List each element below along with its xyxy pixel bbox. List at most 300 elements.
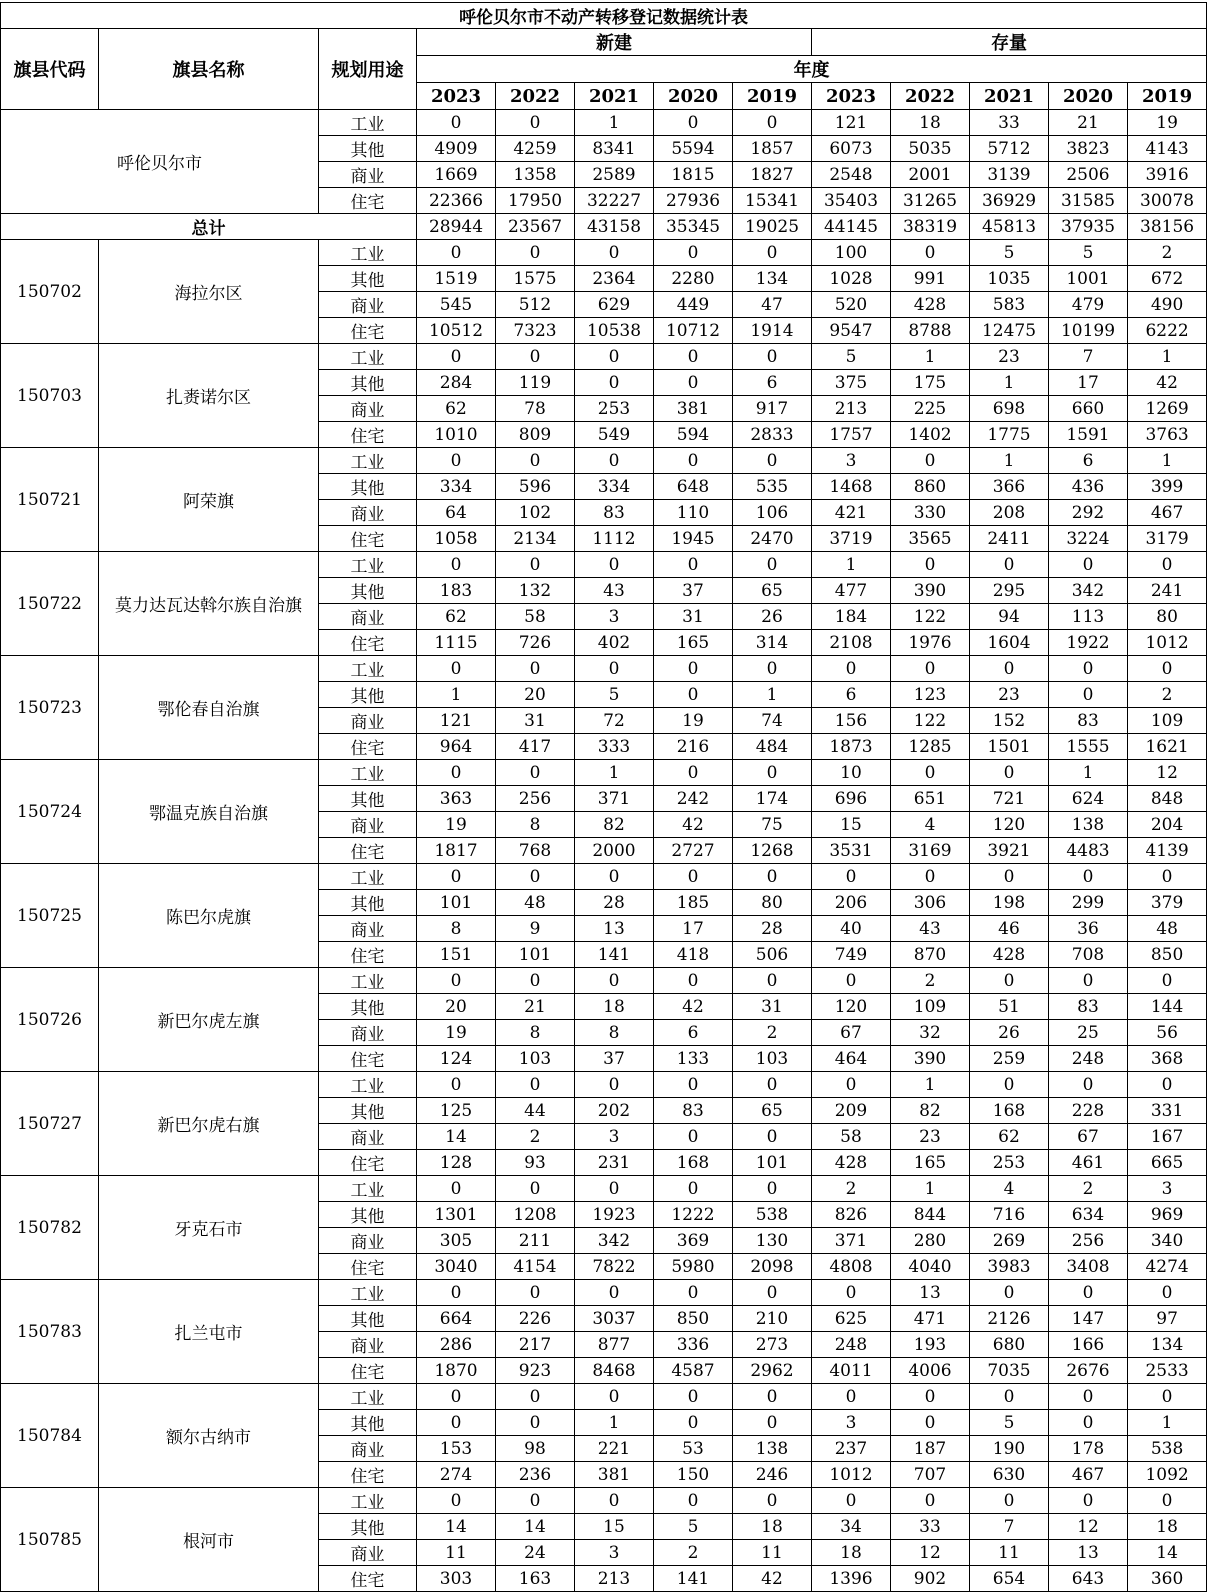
district-name-cell: 鄂温克族自治旗 xyxy=(99,760,319,864)
value-cell: 902 xyxy=(891,1566,970,1592)
use-cell: 工业 xyxy=(319,448,417,474)
value-cell: 844 xyxy=(891,1202,970,1228)
value-cell: 5 xyxy=(575,682,654,708)
value-cell: 83 xyxy=(575,500,654,526)
value-cell: 0 xyxy=(496,240,575,266)
value-cell: 23 xyxy=(970,344,1049,370)
value-cell: 1922 xyxy=(1049,630,1128,656)
district-code-cell: 150724 xyxy=(1,760,99,864)
value-cell: 1914 xyxy=(733,318,812,344)
use-cell: 工业 xyxy=(319,1176,417,1202)
value-cell: 10 xyxy=(812,760,891,786)
value-cell: 1285 xyxy=(891,734,970,760)
value-cell: 231 xyxy=(575,1150,654,1176)
value-cell: 1 xyxy=(812,552,891,578)
value-cell: 0 xyxy=(496,864,575,890)
value-cell: 3 xyxy=(575,604,654,630)
value-cell: 0 xyxy=(575,370,654,396)
value-cell: 0 xyxy=(654,1124,733,1150)
value-cell: 28 xyxy=(575,890,654,916)
value-cell: 467 xyxy=(1049,1462,1128,1488)
value-cell: 43 xyxy=(891,916,970,942)
value-cell: 0 xyxy=(654,968,733,994)
use-cell: 其他 xyxy=(319,1202,417,1228)
value-cell: 379 xyxy=(1128,890,1207,916)
value-cell: 0 xyxy=(496,1176,575,1202)
value-cell: 672 xyxy=(1128,266,1207,292)
use-cell: 商业 xyxy=(319,396,417,422)
value-cell: 1001 xyxy=(1049,266,1128,292)
value-cell: 256 xyxy=(496,786,575,812)
value-cell: 0 xyxy=(654,552,733,578)
value-cell: 4483 xyxy=(1049,838,1128,864)
value-cell: 2280 xyxy=(654,266,733,292)
value-cell: 58 xyxy=(496,604,575,630)
value-cell: 0 xyxy=(496,552,575,578)
value-cell: 43158 xyxy=(575,214,654,240)
value-cell: 241 xyxy=(1128,578,1207,604)
value-cell: 1301 xyxy=(417,1202,496,1228)
value-cell: 375 xyxy=(812,370,891,396)
value-cell: 8 xyxy=(496,1020,575,1046)
value-cell: 0 xyxy=(891,656,970,682)
value-cell: 0 xyxy=(1049,552,1128,578)
value-cell: 0 xyxy=(417,240,496,266)
district-code-cell: 150703 xyxy=(1,344,99,448)
value-cell: 168 xyxy=(970,1098,1049,1124)
value-cell: 0 xyxy=(812,656,891,682)
value-cell: 18 xyxy=(733,1514,812,1540)
district-row xyxy=(1,968,1207,994)
value-cell: 2000 xyxy=(575,838,654,864)
value-cell: 0 xyxy=(812,1280,891,1306)
value-cell: 0 xyxy=(812,1488,891,1514)
value-cell: 0 xyxy=(417,760,496,786)
value-cell: 1923 xyxy=(575,1202,654,1228)
value-cell: 1468 xyxy=(812,474,891,500)
value-cell: 2 xyxy=(1049,1176,1128,1202)
value-cell: 259 xyxy=(970,1046,1049,1072)
value-cell: 1817 xyxy=(417,838,496,864)
value-cell: 208 xyxy=(970,500,1049,526)
use-cell: 商业 xyxy=(319,292,417,318)
district-row xyxy=(1,1280,1207,1306)
value-cell: 284 xyxy=(417,370,496,396)
value-cell: 23567 xyxy=(496,214,575,240)
value-cell: 210 xyxy=(733,1306,812,1332)
value-cell: 2676 xyxy=(1049,1358,1128,1384)
use-cell: 住宅 xyxy=(319,422,417,448)
value-cell: 6222 xyxy=(1128,318,1207,344)
use-cell: 工业 xyxy=(319,1072,417,1098)
value-cell: 3 xyxy=(812,1410,891,1436)
value-cell: 512 xyxy=(496,292,575,318)
district-name-cell: 根河市 xyxy=(99,1488,319,1592)
value-cell: 0 xyxy=(654,760,733,786)
value-cell: 3565 xyxy=(891,526,970,552)
value-cell: 12 xyxy=(891,1540,970,1566)
value-cell: 1519 xyxy=(417,266,496,292)
value-cell: 0 xyxy=(654,1384,733,1410)
value-cell: 33 xyxy=(970,110,1049,136)
value-cell: 20 xyxy=(496,682,575,708)
value-cell: 65 xyxy=(733,578,812,604)
value-cell: 0 xyxy=(1049,864,1128,890)
use-cell: 商业 xyxy=(319,1124,417,1150)
value-cell: 0 xyxy=(654,1176,733,1202)
value-cell: 253 xyxy=(575,396,654,422)
table-title: 呼伦贝尔市不动产转移登记数据统计表 xyxy=(1,3,1207,29)
value-cell: 8788 xyxy=(891,318,970,344)
value-cell: 1 xyxy=(575,760,654,786)
value-cell: 651 xyxy=(891,786,970,812)
table-header xyxy=(1,3,1207,110)
value-cell: 436 xyxy=(1049,474,1128,500)
value-cell: 94 xyxy=(970,604,1049,630)
value-cell: 0 xyxy=(496,1488,575,1514)
use-cell: 其他 xyxy=(319,786,417,812)
value-cell: 0 xyxy=(575,1280,654,1306)
value-cell: 549 xyxy=(575,422,654,448)
use-cell: 其他 xyxy=(319,1306,417,1332)
value-cell: 10538 xyxy=(575,318,654,344)
value-cell: 7035 xyxy=(970,1358,1049,1384)
value-cell: 152 xyxy=(970,708,1049,734)
value-cell: 3 xyxy=(575,1540,654,1566)
use-cell: 其他 xyxy=(319,1514,417,1540)
district-code-cell: 150722 xyxy=(1,552,99,656)
value-cell: 366 xyxy=(970,474,1049,500)
value-cell: 23 xyxy=(891,1124,970,1150)
value-cell: 19 xyxy=(417,1020,496,1046)
use-cell: 工业 xyxy=(319,656,417,682)
value-cell: 6073 xyxy=(812,136,891,162)
value-cell: 0 xyxy=(970,656,1049,682)
value-cell: 13 xyxy=(1049,1540,1128,1566)
value-cell: 20 xyxy=(417,994,496,1020)
value-cell: 101 xyxy=(733,1150,812,1176)
value-cell: 0 xyxy=(417,552,496,578)
value-cell: 35345 xyxy=(654,214,733,240)
value-cell: 5035 xyxy=(891,136,970,162)
value-cell: 0 xyxy=(417,1280,496,1306)
value-cell: 336 xyxy=(654,1332,733,1358)
value-cell: 0 xyxy=(1128,864,1207,890)
value-cell: 221 xyxy=(575,1436,654,1462)
value-cell: 2727 xyxy=(654,838,733,864)
value-cell: 28944 xyxy=(417,214,496,240)
value-cell: 0 xyxy=(812,968,891,994)
use-cell: 住宅 xyxy=(319,1150,417,1176)
value-cell: 46 xyxy=(970,916,1049,942)
value-cell: 4 xyxy=(891,812,970,838)
value-cell: 0 xyxy=(733,1410,812,1436)
value-cell: 698 xyxy=(970,396,1049,422)
value-cell: 58 xyxy=(812,1124,891,1150)
value-cell: 17 xyxy=(654,916,733,942)
value-cell: 3763 xyxy=(1128,422,1207,448)
value-cell: 860 xyxy=(891,474,970,500)
value-cell: 226 xyxy=(496,1306,575,1332)
value-cell: 4040 xyxy=(891,1254,970,1280)
value-cell: 726 xyxy=(496,630,575,656)
use-cell: 工业 xyxy=(319,110,417,136)
value-cell: 62 xyxy=(417,396,496,422)
header-group-new: 新建 xyxy=(417,29,812,56)
table-body xyxy=(1,110,1207,1592)
value-cell: 93 xyxy=(496,1150,575,1176)
value-cell: 150 xyxy=(654,1462,733,1488)
value-cell: 306 xyxy=(891,890,970,916)
value-cell: 80 xyxy=(1128,604,1207,630)
value-cell: 390 xyxy=(891,1046,970,1072)
value-cell: 1115 xyxy=(417,630,496,656)
year-header: 2019 xyxy=(1128,83,1207,110)
value-cell: 78 xyxy=(496,396,575,422)
value-cell: 0 xyxy=(733,656,812,682)
value-cell: 991 xyxy=(891,266,970,292)
value-cell: 1 xyxy=(891,344,970,370)
value-cell: 8468 xyxy=(575,1358,654,1384)
value-cell: 660 xyxy=(1049,396,1128,422)
value-cell: 151 xyxy=(417,942,496,968)
value-cell: 629 xyxy=(575,292,654,318)
value-cell: 228 xyxy=(1049,1098,1128,1124)
value-cell: 132 xyxy=(496,578,575,604)
district-row xyxy=(1,240,1207,266)
value-cell: 3823 xyxy=(1049,136,1128,162)
value-cell: 2 xyxy=(1128,682,1207,708)
value-cell: 144 xyxy=(1128,994,1207,1020)
use-cell: 商业 xyxy=(319,604,417,630)
value-cell: 3037 xyxy=(575,1306,654,1332)
value-cell: 0 xyxy=(496,1384,575,1410)
year-header: 2023 xyxy=(417,83,496,110)
value-cell: 9 xyxy=(496,916,575,942)
use-cell: 其他 xyxy=(319,474,417,500)
value-cell: 1575 xyxy=(496,266,575,292)
value-cell: 253 xyxy=(970,1150,1049,1176)
value-cell: 721 xyxy=(970,786,1049,812)
district-row xyxy=(1,760,1207,786)
value-cell: 2126 xyxy=(970,1306,1049,1332)
use-cell: 住宅 xyxy=(319,1254,417,1280)
value-cell: 0 xyxy=(891,760,970,786)
value-cell: 1 xyxy=(1049,760,1128,786)
city-row xyxy=(1,110,1207,136)
value-cell: 236 xyxy=(496,1462,575,1488)
value-cell: 31 xyxy=(733,994,812,1020)
value-cell: 0 xyxy=(891,864,970,890)
value-cell: 113 xyxy=(1049,604,1128,630)
value-cell: 11 xyxy=(417,1540,496,1566)
value-cell: 190 xyxy=(970,1436,1049,1462)
value-cell: 37935 xyxy=(1049,214,1128,240)
value-cell: 18 xyxy=(575,994,654,1020)
value-cell: 0 xyxy=(417,1072,496,1098)
value-cell: 18 xyxy=(812,1540,891,1566)
value-cell: 826 xyxy=(812,1202,891,1228)
value-cell: 467 xyxy=(1128,500,1207,526)
value-cell: 1 xyxy=(575,1410,654,1436)
value-cell: 83 xyxy=(1049,994,1128,1020)
value-cell: 0 xyxy=(1128,1488,1207,1514)
use-cell: 工业 xyxy=(319,344,417,370)
value-cell: 10712 xyxy=(654,318,733,344)
use-cell: 商业 xyxy=(319,1436,417,1462)
district-row xyxy=(1,1072,1207,1098)
value-cell: 37 xyxy=(654,578,733,604)
value-cell: 1396 xyxy=(812,1566,891,1592)
header-use: 规划用途 xyxy=(319,29,417,110)
value-cell: 2589 xyxy=(575,162,654,188)
district-code-cell: 150785 xyxy=(1,1488,99,1592)
header-name: 旗县名称 xyxy=(99,29,319,110)
value-cell: 97 xyxy=(1128,1306,1207,1332)
value-cell: 1058 xyxy=(417,526,496,552)
use-cell: 住宅 xyxy=(319,1462,417,1488)
value-cell: 0 xyxy=(496,1072,575,1098)
value-cell: 2134 xyxy=(496,526,575,552)
value-cell: 0 xyxy=(575,968,654,994)
value-cell: 634 xyxy=(1049,1202,1128,1228)
value-cell: 299 xyxy=(1049,890,1128,916)
value-cell: 237 xyxy=(812,1436,891,1462)
value-cell: 0 xyxy=(1049,1280,1128,1306)
value-cell: 295 xyxy=(970,578,1049,604)
value-cell: 654 xyxy=(970,1566,1049,1592)
value-cell: 0 xyxy=(891,552,970,578)
value-cell: 334 xyxy=(417,474,496,500)
value-cell: 15 xyxy=(812,812,891,838)
value-cell: 43 xyxy=(575,578,654,604)
value-cell: 7 xyxy=(970,1514,1049,1540)
value-cell: 202 xyxy=(575,1098,654,1124)
value-cell: 5712 xyxy=(970,136,1049,162)
value-cell: 1012 xyxy=(1128,630,1207,656)
value-cell: 1 xyxy=(970,370,1049,396)
value-cell: 82 xyxy=(575,812,654,838)
value-cell: 1621 xyxy=(1128,734,1207,760)
district-name-cell: 海拉尔区 xyxy=(99,240,319,344)
value-cell: 0 xyxy=(1049,1072,1128,1098)
district-name-cell: 扎赉诺尔区 xyxy=(99,344,319,448)
value-cell: 109 xyxy=(1128,708,1207,734)
district-name-cell: 鄂伦春自治旗 xyxy=(99,656,319,760)
value-cell: 1 xyxy=(575,110,654,136)
value-cell: 464 xyxy=(812,1046,891,1072)
value-cell: 122 xyxy=(891,604,970,630)
value-cell: 187 xyxy=(891,1436,970,1462)
value-cell: 138 xyxy=(1049,812,1128,838)
value-cell: 206 xyxy=(812,890,891,916)
value-cell: 0 xyxy=(575,1384,654,1410)
value-cell: 0 xyxy=(733,864,812,890)
value-cell: 1092 xyxy=(1128,1462,1207,1488)
district-code-cell: 150702 xyxy=(1,240,99,344)
value-cell: 520 xyxy=(812,292,891,318)
value-cell: 0 xyxy=(654,344,733,370)
value-cell: 28 xyxy=(733,916,812,942)
value-cell: 80 xyxy=(733,890,812,916)
value-cell: 0 xyxy=(417,1410,496,1436)
value-cell: 51 xyxy=(970,994,1049,1020)
value-cell: 0 xyxy=(417,1384,496,1410)
value-cell: 369 xyxy=(654,1228,733,1254)
value-cell: 44145 xyxy=(812,214,891,240)
value-cell: 98 xyxy=(496,1436,575,1462)
value-cell: 178 xyxy=(1049,1436,1128,1462)
value-cell: 381 xyxy=(654,396,733,422)
value-cell: 18 xyxy=(891,110,970,136)
value-cell: 12 xyxy=(1128,760,1207,786)
value-cell: 0 xyxy=(733,1488,812,1514)
value-cell: 48 xyxy=(1128,916,1207,942)
value-cell: 583 xyxy=(970,292,1049,318)
value-cell: 163 xyxy=(496,1566,575,1592)
value-cell: 32 xyxy=(891,1020,970,1046)
value-cell: 213 xyxy=(575,1566,654,1592)
value-cell: 246 xyxy=(733,1462,812,1488)
value-cell: 120 xyxy=(970,812,1049,838)
district-row xyxy=(1,864,1207,890)
value-cell: 31585 xyxy=(1049,188,1128,214)
value-cell: 0 xyxy=(575,1072,654,1098)
value-cell: 193 xyxy=(891,1332,970,1358)
value-cell: 749 xyxy=(812,942,891,968)
value-cell: 1028 xyxy=(812,266,891,292)
year-header: 2019 xyxy=(733,83,812,110)
value-cell: 5 xyxy=(654,1514,733,1540)
value-cell: 0 xyxy=(1049,1488,1128,1514)
value-cell: 133 xyxy=(654,1046,733,1072)
value-cell: 273 xyxy=(733,1332,812,1358)
district-row xyxy=(1,656,1207,682)
value-cell: 101 xyxy=(496,942,575,968)
value-cell: 31265 xyxy=(891,188,970,214)
value-cell: 292 xyxy=(1049,500,1128,526)
value-cell: 38156 xyxy=(1128,214,1207,240)
value-cell: 305 xyxy=(417,1228,496,1254)
value-cell: 0 xyxy=(970,1384,1049,1410)
value-cell: 0 xyxy=(575,344,654,370)
value-cell: 1208 xyxy=(496,1202,575,1228)
value-cell: 0 xyxy=(733,968,812,994)
use-cell: 商业 xyxy=(319,708,417,734)
value-cell: 707 xyxy=(891,1462,970,1488)
value-cell: 19025 xyxy=(733,214,812,240)
value-cell: 535 xyxy=(733,474,812,500)
use-cell: 其他 xyxy=(319,370,417,396)
value-cell: 0 xyxy=(496,760,575,786)
total-row xyxy=(1,214,1207,240)
district-row xyxy=(1,1384,1207,1410)
value-cell: 65 xyxy=(733,1098,812,1124)
use-cell: 商业 xyxy=(319,1228,417,1254)
value-cell: 15 xyxy=(575,1514,654,1540)
value-cell: 0 xyxy=(1128,1072,1207,1098)
value-cell: 74 xyxy=(733,708,812,734)
value-cell: 3916 xyxy=(1128,162,1207,188)
value-cell: 0 xyxy=(1128,968,1207,994)
value-cell: 5980 xyxy=(654,1254,733,1280)
value-cell: 969 xyxy=(1128,1202,1207,1228)
value-cell: 340 xyxy=(1128,1228,1207,1254)
value-cell: 106 xyxy=(733,500,812,526)
value-cell: 156 xyxy=(812,708,891,734)
value-cell: 877 xyxy=(575,1332,654,1358)
statistics-table xyxy=(0,2,1207,1592)
